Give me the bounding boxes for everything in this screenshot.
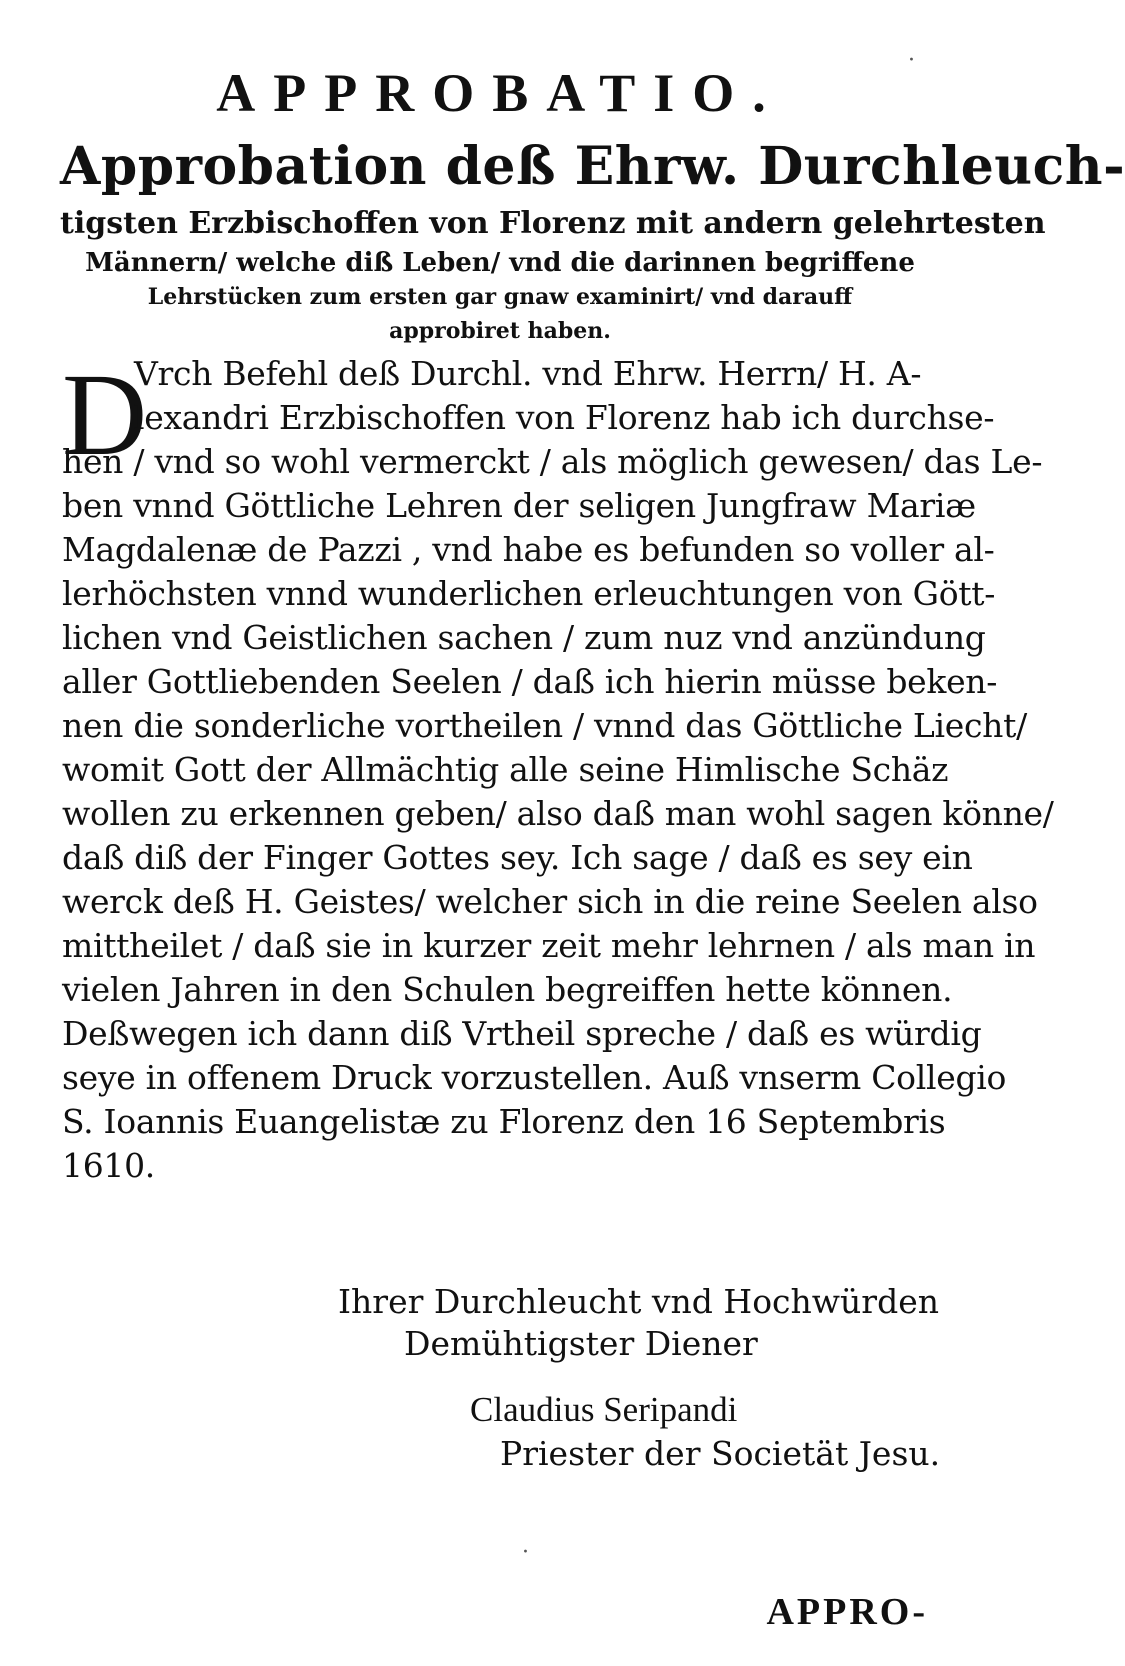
signature-salutation: Ihrer Durchleucht vnd Hochwürden: [338, 1282, 939, 1321]
title-line-1: Approbation deß Ehrw. Durchleuch-: [60, 136, 1125, 197]
body-line: S. Ioannis Euangelistæ zu Florenz den 16 Septembris: [62, 1102, 946, 1141]
body-line: nen die sonderliche vortheilen / vnnd das Göttliche Liecht/: [62, 706, 1027, 745]
body-line: hen / vnd so wohl vermerckt / als möglich gewesen/ das Le-: [62, 442, 1043, 481]
ink-speck: ·: [908, 48, 915, 73]
title-line-5: approbiret haben.: [389, 318, 611, 344]
body-line: ben vnnd Göttliche Lehren der seligen Jungfraw Mariæ: [62, 486, 976, 525]
body-line: werck deß H. Geistes/ welcher sich in die reine Seelen also: [62, 882, 1038, 921]
body-line: seye in offenem Druck vorzustellen. Auß vnserm Collegio: [62, 1058, 1007, 1097]
title-line-4: Lehrstücken zum ersten gar gnaw examinirt/ vnd darauff: [147, 284, 853, 310]
drop-cap: D: [62, 349, 148, 480]
body-line: mittheilet / daß sie in kurzer zeit mehr lehrnen / als man in: [62, 926, 1036, 965]
ink-speck: ·: [522, 1540, 529, 1565]
body-line: Magdalenæ de Pazzi , vnd habe es befunden so voller al-: [62, 530, 995, 569]
signature-servant: Demühtigster Diener: [404, 1324, 758, 1363]
signature-title: Priester der Societät Jesu.: [500, 1434, 941, 1473]
body-line: 1610.: [62, 1146, 155, 1185]
body-line: aller Gottliebenden Seelen / daß ich hierin müsse beken-: [62, 662, 998, 701]
body-line: wollen zu erkennen geben/ also daß man wohl sagen könne/: [62, 794, 1054, 833]
body-line: womit Gott der Allmächtig alle seine Himlische Schäz: [62, 750, 949, 789]
body-line: lerhöchsten vnnd wunderlichen erleuchtungen von Gött-: [62, 574, 996, 613]
body-line: Deßwegen ich dann diß Vrtheil spreche / daß es würdig: [62, 1014, 982, 1053]
signature-name: Claudius Seripandi: [470, 1390, 738, 1429]
catchword: APPRO-: [766, 1591, 928, 1633]
title-line-3: Männern/ welche diß Leben/ vnd die darinnen begriffene: [85, 248, 915, 278]
title-line-2: tigsten Erzbischoffen von Florenz mit andern gelehrtesten: [60, 206, 1046, 241]
body-line: daß diß der Finger Gottes sey. Ich sage / daß es sey ein: [62, 838, 973, 877]
body-line: vielen Jahren in den Schulen begreiffen hette können.: [62, 970, 953, 1009]
page-header: APPROBATIO.: [216, 63, 784, 123]
body-line: lexandri Erzbischoffen von Florenz hab ich durchse-: [134, 398, 995, 437]
body-line: Vrch Befehl deß Durchl. vnd Ehrw. Herrn/ H. A-: [134, 354, 922, 393]
body-line: lichen vnd Geistlichen sachen / zum nuz vnd anzündung: [62, 618, 986, 657]
